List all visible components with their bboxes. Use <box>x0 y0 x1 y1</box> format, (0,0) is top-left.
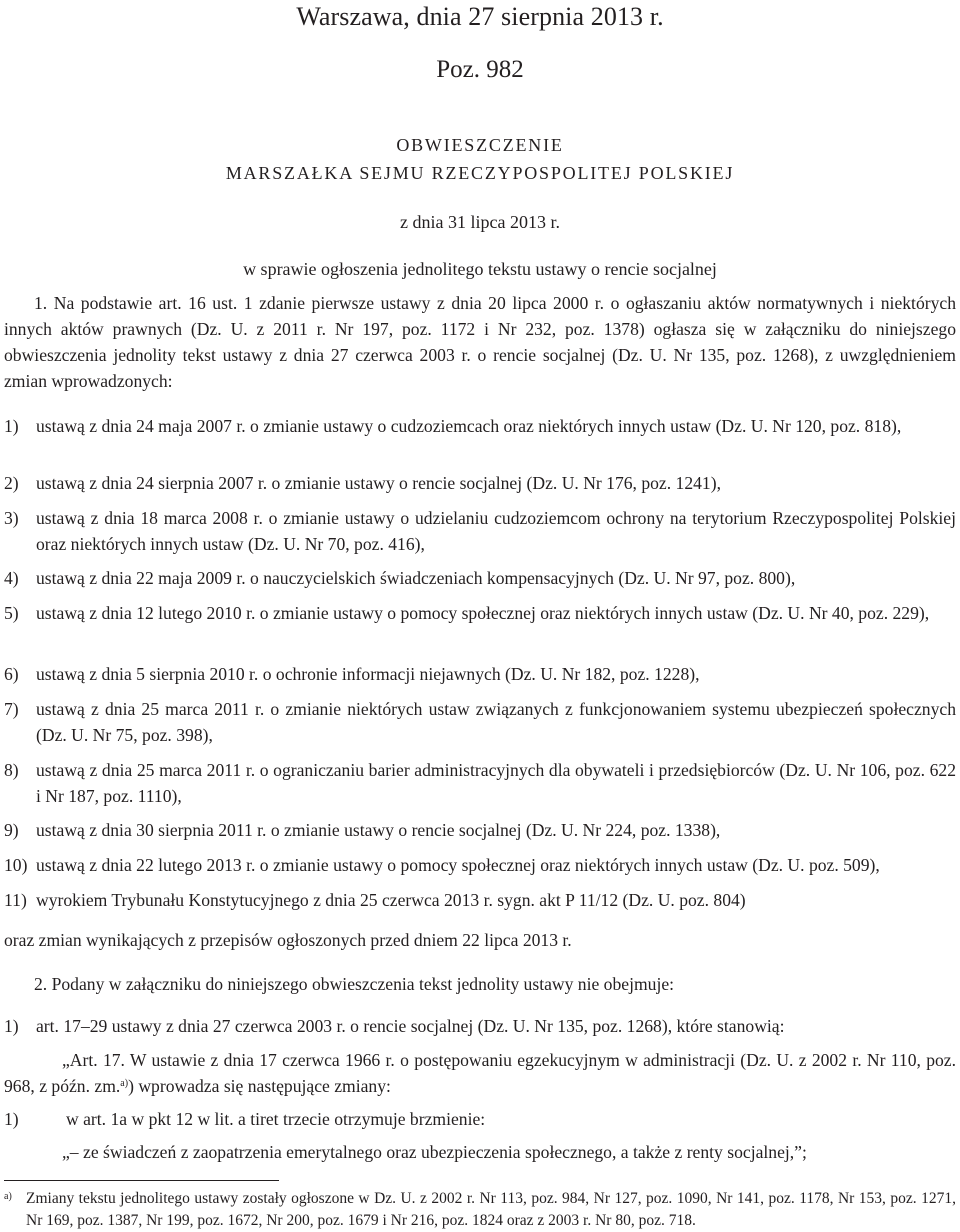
section-2-paragraph: 2. Podany w załączniku do niniejszego obwieszczenia tekst jednolity ustawy nie obejmuje: <box>34 974 675 994</box>
quote-text-part1: „Art. 17. W ustawie z dnia 17 czerwca 1966 r. o postępowaniu egzekucyjnym w administracji (Dz. U. z 2002 r. Nr 110, poz. 968, z późn. zm. <box>4 1050 956 1096</box>
amendment-item <box>4 470 956 496</box>
place-date-header: Warszawa, dnia 27 sierpnia 2013 r. <box>296 2 664 31</box>
amendment-text: ustawą z dnia 22 lutego 2013 r. o zmianie ustawy o pomocy społecznej oraz niektórych innych ustaw (Dz. U. poz. 509), <box>36 855 880 875</box>
amendment-number: 8) <box>4 760 19 780</box>
amendment-number: 9) <box>4 820 19 840</box>
amendment-text: ustawą z dnia 24 sierpnia 2007 r. o zmianie ustawy o rencie socjalnej (Dz. U. Nr 176, poz. 1241), <box>36 473 721 493</box>
document-subject: w sprawie ogłoszenia jednolitego tekstu ustawy o rencie socjalnej <box>243 259 717 279</box>
footnote-mark: a) <box>4 1191 12 1202</box>
amendment-text: ustawą z dnia 22 maja 2009 r. o nauczycielskich świadczeniach kompensacyjnych (Dz. U. Nr 97, poz. 800), <box>36 568 796 588</box>
footnote <box>4 1188 956 1232</box>
quote-text-part2: ) wprowadza się następujące zmiany: <box>128 1076 391 1096</box>
quoted-point <box>4 1106 956 1132</box>
amendment-number: 10) <box>4 855 28 875</box>
amendment-item <box>4 505 956 557</box>
amendment-number: 6) <box>4 664 19 684</box>
amendment-number: 1) <box>4 416 19 436</box>
amendment-text: ustawą z dnia 25 marca 2011 r. o zmianie niektórych ustaw związanych z funkcjonowaniem systemu ubezpieczeń społecznych (Dz. U. Nr 75, poz. 398), <box>36 699 956 745</box>
quoted-point-text: w art. 1a w pkt 12 w lit. a tiret trzecie otrzymuje brzmienie: <box>66 1109 486 1129</box>
quoted-point-number: 1) <box>4 1109 19 1129</box>
amendment-text: ustawą z dnia 5 sierpnia 2010 r. o ochronie informacji niejawnych (Dz. U. Nr 182, poz. 1228), <box>36 664 700 684</box>
amendment-item <box>4 600 956 626</box>
quoted-tiret: „– ze świadczeń z zaopatrzenia emerytalnego oraz ubezpieczenia społecznego, a także z renty socjalnej,”; <box>62 1142 807 1162</box>
issuer-title: MARSZAŁKA SEJMU RZECZYPOSPOLITEJ POLSKIEJ <box>225 163 735 183</box>
position-number: Poz. 982 <box>436 56 524 83</box>
amendment-item <box>4 852 956 878</box>
amendment-number: 3) <box>4 508 19 528</box>
closing-line: oraz zmian wynikających z przepisów ogłoszonych przed dniem 22 lipca 2013 r. <box>4 930 572 950</box>
amendment-item <box>4 817 956 843</box>
footnote-text: Zmiany tekstu jednolitego ustawy zostały ogłoszone w Dz. U. z 2002 r. Nr 113, poz. 984, Nr 127, poz. 1090, Nr 141, poz. 1178, Nr 153, poz. 1271, Nr 169, poz. 1387, Nr 199, poz. 1672, Nr 200, poz. 1679 i Nr 216, poz. 1824 oraz z 2003 r. Nr 80, poz. 718. <box>26 1190 956 1229</box>
amendment-item <box>4 696 956 748</box>
amendment-text: ustawą z dnia 18 marca 2008 r. o zmianie ustawy o udzielaniu cudzoziemcom ochrony na terytorium Rzeczypospolitej Polskiej oraz niektórych innych ustaw (Dz. U. Nr 70, poz. 416), <box>36 508 956 554</box>
document-title: OBWIESZCZENIE <box>396 135 564 155</box>
amendment-text: ustawą z dnia 25 marca 2011 r. o ograniczaniu barier administracyjnych dla obywateli i przedsiębiorców (Dz. U. Nr 106, poz. 622 i Nr 187, poz. 1110), <box>36 760 956 806</box>
amendment-number: 2) <box>4 473 19 493</box>
exclusion-text: art. 17–29 ustawy z dnia 27 czerwca 2003 r. o rencie socjalnej (Dz. U. Nr 135, poz. 1268), które stanowią: <box>36 1016 785 1036</box>
exclusion-item <box>4 1013 956 1039</box>
exclusion-number: 1) <box>4 1016 19 1036</box>
amendment-number: 7) <box>4 699 19 719</box>
amendment-item <box>4 565 956 591</box>
amendment-number: 11) <box>4 890 27 910</box>
footnote-separator <box>4 1180 279 1181</box>
amendment-item <box>4 887 956 913</box>
intro-paragraph: 1. Na podstawie art. 16 ust. 1 zdanie pierwsze ustawy z dnia 20 lipca 2000 r. o ogłaszaniu aktów normatywnych i niektórych innych aktów prawnych (Dz. U. z 2011 r. Nr 197, poz. 1172 i Nr 232, poz. 1378) ogłasza się w załączniku do niniejszego obwieszczenia jednolity tekst ustawy z dnia 27 czerwca 2003 r. o rencie socjalnej (Dz. U. Nr 135, poz. 1268), z uwzględnieniem zmian wprowadzonych: <box>4 293 956 391</box>
amendment-text: wyrokiem Trybunału Konstytucyjnego z dnia 25 czerwca 2013 r. sygn. akt P 11/12 (Dz. U. poz. 804) <box>36 890 746 910</box>
amendment-text: ustawą z dnia 24 maja 2007 r. o zmianie ustawy o cudzoziemcach oraz niektórych innych ustaw (Dz. U. Nr 120, poz. 818), <box>36 416 902 436</box>
document-date: z dnia 31 lipca 2013 r. <box>400 212 560 232</box>
amendment-text: ustawą z dnia 30 sierpnia 2011 r. o zmianie ustawy o rencie socjalnej (Dz. U. Nr 224, poz. 1338), <box>36 820 721 840</box>
footnote-reference: a) <box>120 1078 129 1089</box>
amendment-number: 5) <box>4 603 19 623</box>
amendment-item <box>4 757 956 809</box>
quoted-article-17 <box>4 1047 956 1099</box>
amendment-text: ustawą z dnia 12 lutego 2010 r. o zmianie ustawy o pomocy społecznej oraz niektórych innych ustaw (Dz. U. Nr 40, poz. 229), <box>36 603 930 623</box>
amendment-item <box>4 413 956 439</box>
amendment-item <box>4 661 956 687</box>
amendment-number: 4) <box>4 568 19 588</box>
